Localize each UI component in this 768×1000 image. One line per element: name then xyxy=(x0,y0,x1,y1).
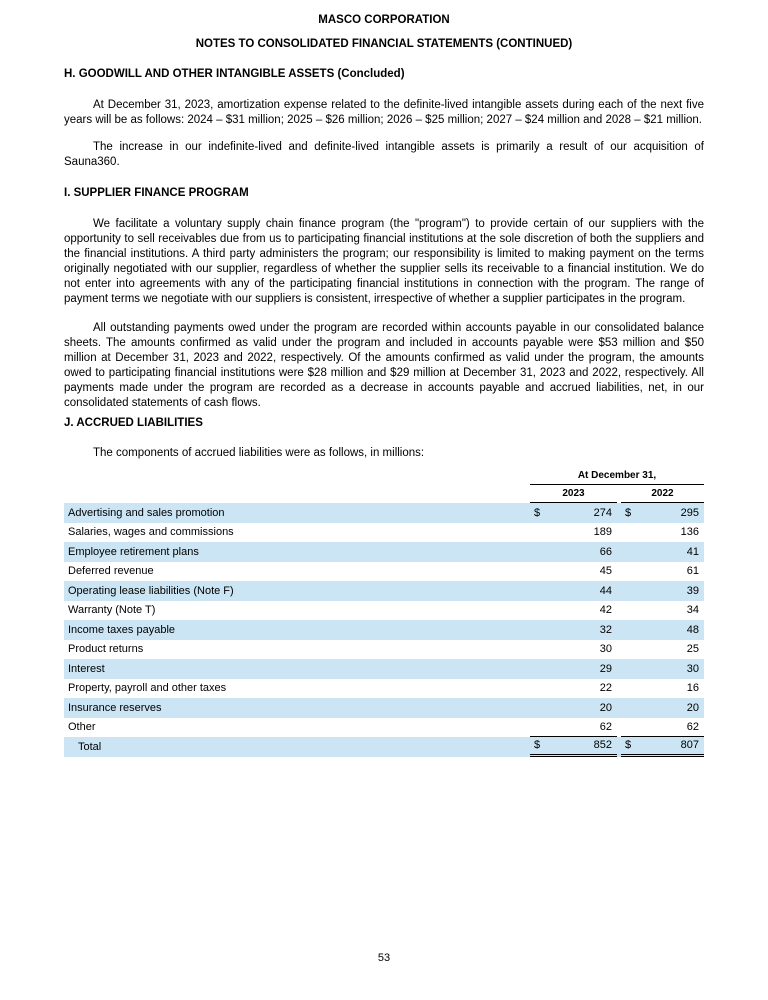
cell-value: 42 xyxy=(599,604,612,617)
cell-value: 295 xyxy=(680,506,699,519)
cell-value: 29 xyxy=(599,662,612,675)
row-label: Advertising and sales promotion xyxy=(68,506,225,519)
row-label: Other xyxy=(68,721,96,734)
cell-value: 852 xyxy=(593,739,612,752)
table-total-row xyxy=(64,737,704,757)
cell-value: 274 xyxy=(593,506,612,519)
cell-value: 41 xyxy=(686,545,699,558)
row-label: Employee retirement plans xyxy=(68,545,199,558)
cell-value: 32 xyxy=(599,623,612,636)
section-heading-goodwill: H. GOODWILL AND OTHER INTANGIBLE ASSETS (Concluded) xyxy=(64,68,405,80)
cell-value: 66 xyxy=(599,545,612,558)
table-header-columns xyxy=(530,470,704,503)
table-row xyxy=(64,698,704,718)
cell-2023 xyxy=(530,620,617,640)
currency-symbol: $ xyxy=(625,739,632,752)
table-row xyxy=(64,679,704,699)
accrued-liabilities-intro: The components of accrued liabilities were as follows, in millions: xyxy=(93,447,425,459)
cell-value: 45 xyxy=(599,565,612,578)
cell-value: 189 xyxy=(593,526,612,539)
table-row xyxy=(64,542,704,562)
cell-value: 44 xyxy=(599,584,612,597)
cell-2022 xyxy=(621,503,704,523)
cell-2023 xyxy=(530,523,617,543)
column-header-2022: 2022 xyxy=(621,486,704,503)
accrued-liabilities-table xyxy=(64,470,704,757)
cell-2022 xyxy=(621,542,704,562)
currency-symbol: $ xyxy=(625,506,632,519)
goodwill-paragraph-1: At December 31, 2023, amortization expense related to the definite-lived intangible assets during each of the next five years will be as follows: 2024 – $31 million; 2025 – $26 million; 2026 – $25 million; 2027 – $24 million and 2028 – $21 million. xyxy=(64,99,704,126)
row-label: Insurance reserves xyxy=(68,701,162,714)
cell-2023 xyxy=(530,679,617,699)
cell-value: 20 xyxy=(686,701,699,714)
table-row xyxy=(64,659,704,679)
row-label: Income taxes payable xyxy=(68,623,176,636)
supplier-finance-paragraph-2: All outstanding payments owed under the program are recorded within accounts payable in our consolidated balance sheets. The amounts confirmed as valid under the program and included in accounts payable were $53 million and $50 million at December 31, 2023 and 2022, respectively. Of the amounts confirmed as valid under the program, the amounts owed to participating financial institutions were $28 million and $29 million at December 31, 2023 and 2022, respectively. All payments made under the program are recorded as a decrease in accounts payable and accrued liabilities, net, in our consolidated statements of cash flows. xyxy=(64,322,704,409)
cell-2023 xyxy=(530,659,617,679)
currency-symbol: $ xyxy=(534,506,541,519)
cell-2023 xyxy=(530,601,617,621)
cell-2022 xyxy=(621,640,704,660)
cell-2022 xyxy=(621,620,704,640)
currency-symbol: $ xyxy=(534,739,541,752)
document-subtitle: NOTES TO CONSOLIDATED FINANCIAL STATEMENTS (CONTINUED) xyxy=(195,38,573,50)
cell-2022 xyxy=(621,679,704,699)
cell-2023 xyxy=(530,562,617,582)
company-title: MASCO CORPORATION xyxy=(318,14,450,26)
cell-value: 807 xyxy=(680,739,699,752)
table-year-row xyxy=(530,486,704,503)
row-label: Property, payroll and other taxes xyxy=(68,682,227,695)
cell-value: 20 xyxy=(599,701,612,714)
goodwill-paragraph-2: The increase in our indefinite-lived and definite-lived intangible assets is primarily a result of our acquisition of Sauna360. xyxy=(64,141,704,168)
cell-2023 xyxy=(530,640,617,660)
cell-value: 30 xyxy=(686,662,699,675)
table-row xyxy=(64,562,704,582)
cell-value: 39 xyxy=(686,584,699,597)
table-row xyxy=(64,640,704,660)
section-heading-accrued-liabilities: J. ACCRUED LIABILITIES xyxy=(64,417,203,429)
cell-2022 xyxy=(621,601,704,621)
cell-2023 xyxy=(530,581,617,601)
cell-value: 62 xyxy=(686,720,699,733)
section-heading-supplier-finance: I. SUPPLIER FINANCE PROGRAM xyxy=(64,187,249,199)
table-header xyxy=(64,470,704,503)
cell-2023 xyxy=(530,698,617,718)
table-header-spacer xyxy=(64,470,530,503)
cell-value: 30 xyxy=(599,643,612,656)
cell-value: 22 xyxy=(599,682,612,695)
total-row-label: Total xyxy=(78,740,102,753)
cell-value: 48 xyxy=(686,623,699,636)
cell-2023 xyxy=(530,542,617,562)
row-label: Operating lease liabilities (Note F) xyxy=(68,584,234,597)
cell-2022 xyxy=(621,718,704,738)
row-label: Interest xyxy=(68,662,105,675)
table-row xyxy=(64,601,704,621)
supplier-finance-paragraph-1: We facilitate a voluntary supply chain finance program (the "program") to provide certain of our suppliers with the opportunity to sell receivables due from us to participating financial institutions at the sole discretion of both the suppliers and the financial institutions. A third party administers the program; our responsibility is limited to making payment on the terms originally negotiated with our supplier, regardless of whether the supplier sells its receivable to a financial institution. We do not enter into agreements with any of the participating financial institutions in connection with the program. The range of payment terms we negotiate with our suppliers is consistent, irrespective of whether a supplier participates in the program. xyxy=(64,218,704,305)
cell-value: 136 xyxy=(680,526,699,539)
column-header-2023: 2023 xyxy=(530,486,617,503)
table-date-header: At December 31, xyxy=(530,470,704,485)
cell-value: 34 xyxy=(686,604,699,617)
row-label: Salaries, wages and commissions xyxy=(68,526,234,539)
table-row xyxy=(64,503,704,523)
cell-value: 62 xyxy=(599,720,612,733)
cell-2022 xyxy=(621,581,704,601)
cell-2022 xyxy=(621,698,704,718)
table-row xyxy=(64,523,704,543)
cell-2022 xyxy=(621,659,704,679)
table-row xyxy=(64,620,704,640)
table-row xyxy=(64,581,704,601)
page-number: 53 xyxy=(377,952,391,964)
total-cell-2023 xyxy=(530,737,617,757)
row-label: Warranty (Note T) xyxy=(68,604,156,617)
cell-value: 16 xyxy=(686,682,699,695)
table-row xyxy=(64,718,704,738)
total-cell-2022 xyxy=(621,737,704,757)
row-label: Deferred revenue xyxy=(68,565,154,578)
cell-2022 xyxy=(621,523,704,543)
cell-2023 xyxy=(530,503,617,523)
row-label: Product returns xyxy=(68,643,144,656)
cell-value: 61 xyxy=(686,565,699,578)
cell-2022 xyxy=(621,562,704,582)
cell-2023 xyxy=(530,718,617,738)
cell-value: 25 xyxy=(686,643,699,656)
